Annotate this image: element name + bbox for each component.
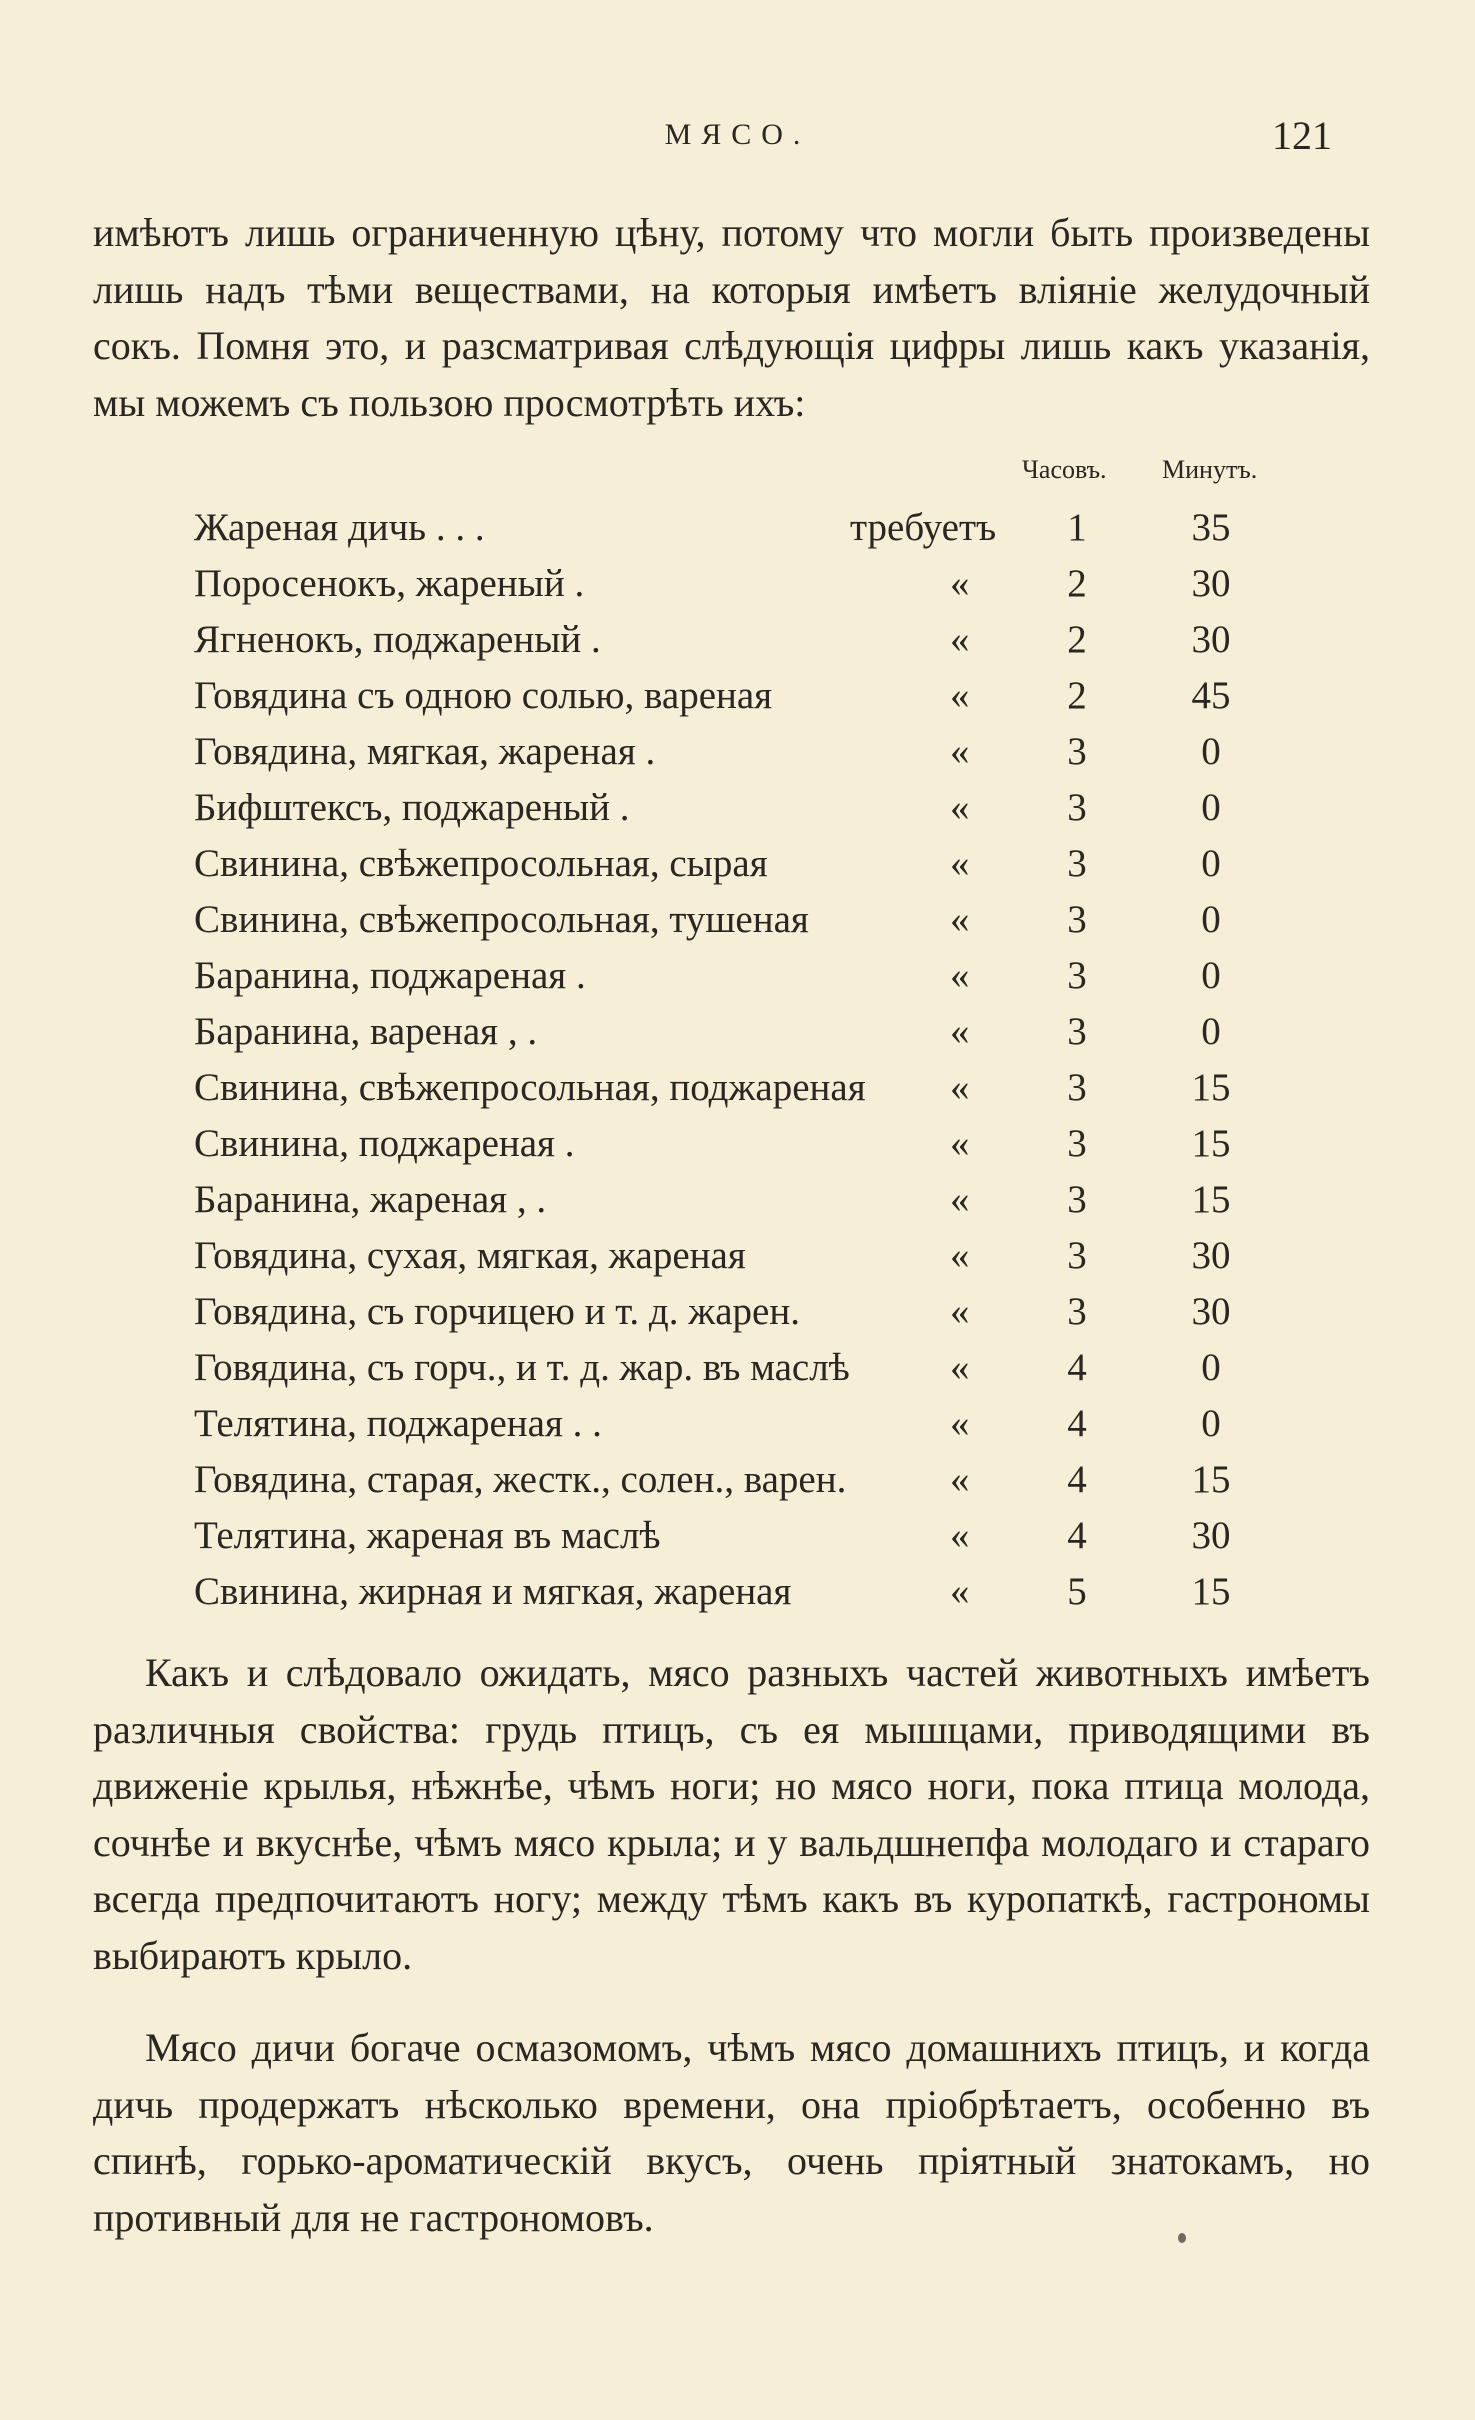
ditto-mark: « xyxy=(950,898,970,941)
hours-value: 3 xyxy=(1067,786,1087,829)
meat-name: Свинина, жирная и мягкая, жареная xyxy=(194,1570,792,1613)
hours-value: 3 xyxy=(1067,1290,1087,1333)
minutes-value: 0 xyxy=(1201,954,1221,997)
hours-value: 1 xyxy=(1067,506,1087,549)
hours-value: 3 xyxy=(1067,1122,1087,1165)
meat-name: Говядина, мягкая, жареная . xyxy=(194,730,656,773)
page-header xyxy=(0,112,1475,172)
ditto-mark: « xyxy=(950,1178,970,1221)
ditto-mark: « xyxy=(950,1570,970,1613)
hours-value: 3 xyxy=(1067,898,1087,941)
requires-text: требуетъ xyxy=(850,506,997,549)
meat-name: Ягненокъ, поджареный . xyxy=(194,618,601,661)
ditto-mark: « xyxy=(950,1122,970,1165)
ditto-mark: « xyxy=(950,730,970,773)
meat-name: Поросенокъ, жареный . xyxy=(194,562,585,605)
meat-name: Телятина, жареная въ маслѣ xyxy=(194,1514,661,1557)
column-header-minutes: Минутъ. xyxy=(1162,455,1258,484)
hours-value: 3 xyxy=(1067,954,1087,997)
ditto-mark: « xyxy=(950,562,970,605)
hours-value: 4 xyxy=(1067,1458,1087,1501)
meat-name: Говядина съ одною солью, вареная xyxy=(194,674,773,717)
paragraph-parts: Какъ и слѣдовало ожидать, мясо разныхъ частей животныхъ имѣетъ различныя свойства: грудь птицъ, съ ея мышцами, приводящими въ движеніе крылья, нѣжнѣе, чѣмъ ноги; но мясо ноги, пока птица молода, сочнѣе и вкуснѣе, чѣмъ мясо крыла; и у вальдшнепфа молодаго и стараго всегда предпочитаютъ ногу; между тѣмъ какъ въ куропаткѣ, гастрономы выбираютъ крыло. xyxy=(93,1650,1370,1978)
ditto-mark: « xyxy=(950,1010,970,1053)
minutes-value: 0 xyxy=(1201,1402,1221,1445)
ditto-mark: « xyxy=(950,1346,970,1389)
minutes-value: 30 xyxy=(1191,1234,1231,1277)
table-row xyxy=(0,1401,1475,1457)
ditto-mark: « xyxy=(950,1402,970,1445)
table-row xyxy=(0,617,1475,673)
minutes-value: 0 xyxy=(1201,842,1221,885)
table-row xyxy=(0,1457,1475,1513)
ditto-mark: « xyxy=(950,618,970,661)
hours-value: 4 xyxy=(1067,1402,1087,1445)
table-row xyxy=(0,1177,1475,1233)
hours-value: 3 xyxy=(1067,1178,1087,1221)
table-row xyxy=(0,785,1475,841)
table-row xyxy=(0,953,1475,1009)
ditto-mark: « xyxy=(950,842,970,885)
minutes-value: 30 xyxy=(1191,1514,1231,1557)
table-row xyxy=(0,1513,1475,1569)
hours-value: 5 xyxy=(1067,1570,1087,1613)
ditto-mark: « xyxy=(950,954,970,997)
minutes-value: 30 xyxy=(1191,618,1231,661)
running-head: МЯСО. xyxy=(664,118,811,151)
paragraph-game: Мясо дичи богаче осмазомомъ, чѣмъ мясо домашнихъ птицъ, и когда дичь продержатъ нѣсколько времени, она пріобрѣтаетъ, особенно въ спинѣ, горько-ароматическій вкусъ, очень пріятный знатокамъ, но противный для не гастрономовъ. xyxy=(93,2025,1370,2240)
table-row xyxy=(0,1289,1475,1345)
hours-value: 4 xyxy=(1067,1514,1087,1557)
minutes-value: 0 xyxy=(1201,730,1221,773)
meat-name: Телятина, поджареная . . xyxy=(194,1402,602,1445)
minutes-value: 0 xyxy=(1201,1010,1221,1053)
minutes-value: 15 xyxy=(1191,1458,1231,1501)
meat-name: Бифштексъ, поджареный . xyxy=(194,786,630,829)
table-row xyxy=(0,729,1475,785)
minutes-value: 30 xyxy=(1191,1290,1231,1333)
table-row xyxy=(0,897,1475,953)
meat-name: Говядина, старая, жестк., солен., варен. xyxy=(194,1458,847,1501)
table-row xyxy=(0,673,1475,729)
hours-value: 3 xyxy=(1067,1010,1087,1053)
meat-name: Баранина, жареная , . xyxy=(194,1178,547,1221)
hours-value: 2 xyxy=(1067,618,1087,661)
meat-name: Говядина, съ горч., и т. д. жар. въ маслѣ xyxy=(194,1346,850,1389)
minutes-value: 15 xyxy=(1191,1178,1231,1221)
minutes-value: 15 xyxy=(1191,1570,1231,1613)
minutes-value: 45 xyxy=(1191,674,1231,717)
table-row xyxy=(0,1121,1475,1177)
page-number: 121 xyxy=(1272,113,1332,158)
table-row xyxy=(0,561,1475,617)
hours-value: 2 xyxy=(1067,562,1087,605)
column-header-hours: Часовъ. xyxy=(1022,455,1107,484)
meat-name: Свинина, свѣжепросольная, поджареная xyxy=(194,1066,866,1109)
ditto-mark: « xyxy=(950,1234,970,1277)
meat-name: Свинина, свѣжепросольная, сырая xyxy=(194,842,768,885)
table-row xyxy=(0,1233,1475,1289)
minutes-value: 15 xyxy=(1191,1066,1231,1109)
meat-name: Свинина, поджареная . xyxy=(194,1122,575,1165)
minutes-value: 30 xyxy=(1191,562,1231,605)
ditto-mark: « xyxy=(950,1290,970,1333)
table-row xyxy=(0,1065,1475,1121)
ditto-mark: « xyxy=(950,674,970,717)
ditto-mark: « xyxy=(950,1066,970,1109)
minutes-value: 35 xyxy=(1191,506,1231,549)
minutes-value: 0 xyxy=(1201,786,1221,829)
meat-name: Свинина, свѣжепросольная, тушеная xyxy=(194,898,809,941)
ditto-mark: « xyxy=(950,1514,970,1557)
minutes-value: 0 xyxy=(1201,1346,1221,1389)
minutes-value: 15 xyxy=(1191,1122,1231,1165)
table-row xyxy=(0,1345,1475,1401)
hours-value: 2 xyxy=(1067,674,1087,717)
hours-value: 3 xyxy=(1067,842,1087,885)
minutes-value: 0 xyxy=(1201,898,1221,941)
hours-value: 3 xyxy=(1067,1234,1087,1277)
ditto-mark: « xyxy=(950,1458,970,1501)
meat-name: Баранина, поджареная . xyxy=(194,954,586,997)
hours-value: 3 xyxy=(1067,1066,1087,1109)
meat-name: Говядина, съ горчицею и т. д. жарен. xyxy=(194,1290,800,1333)
meat-name: Говядина, сухая, мягкая, жареная xyxy=(194,1234,746,1277)
hours-value: 4 xyxy=(1067,1346,1087,1389)
table-row xyxy=(0,841,1475,897)
hours-value: 3 xyxy=(1067,730,1087,773)
meat-name: Баранина, вареная , . xyxy=(194,1010,538,1053)
ditto-mark: « xyxy=(950,786,970,829)
paragraph-intro: имѣютъ лишь ограниченную цѣну, потому что могли быть произведены лишь надъ тѣми веществами, на которыя имѣетъ вліяніе желудочный сокъ. Помня это, и разсматривая слѣдующія цифры лишь какъ указанія, мы можемъ съ пользою просмотрѣть ихъ: xyxy=(93,210,1370,425)
table-row xyxy=(0,505,1475,561)
table-row xyxy=(0,1009,1475,1065)
table-row xyxy=(0,1569,1475,1625)
meat-name: Жареная дичь . . . xyxy=(194,506,485,549)
ink-spot xyxy=(1178,2233,1186,2243)
